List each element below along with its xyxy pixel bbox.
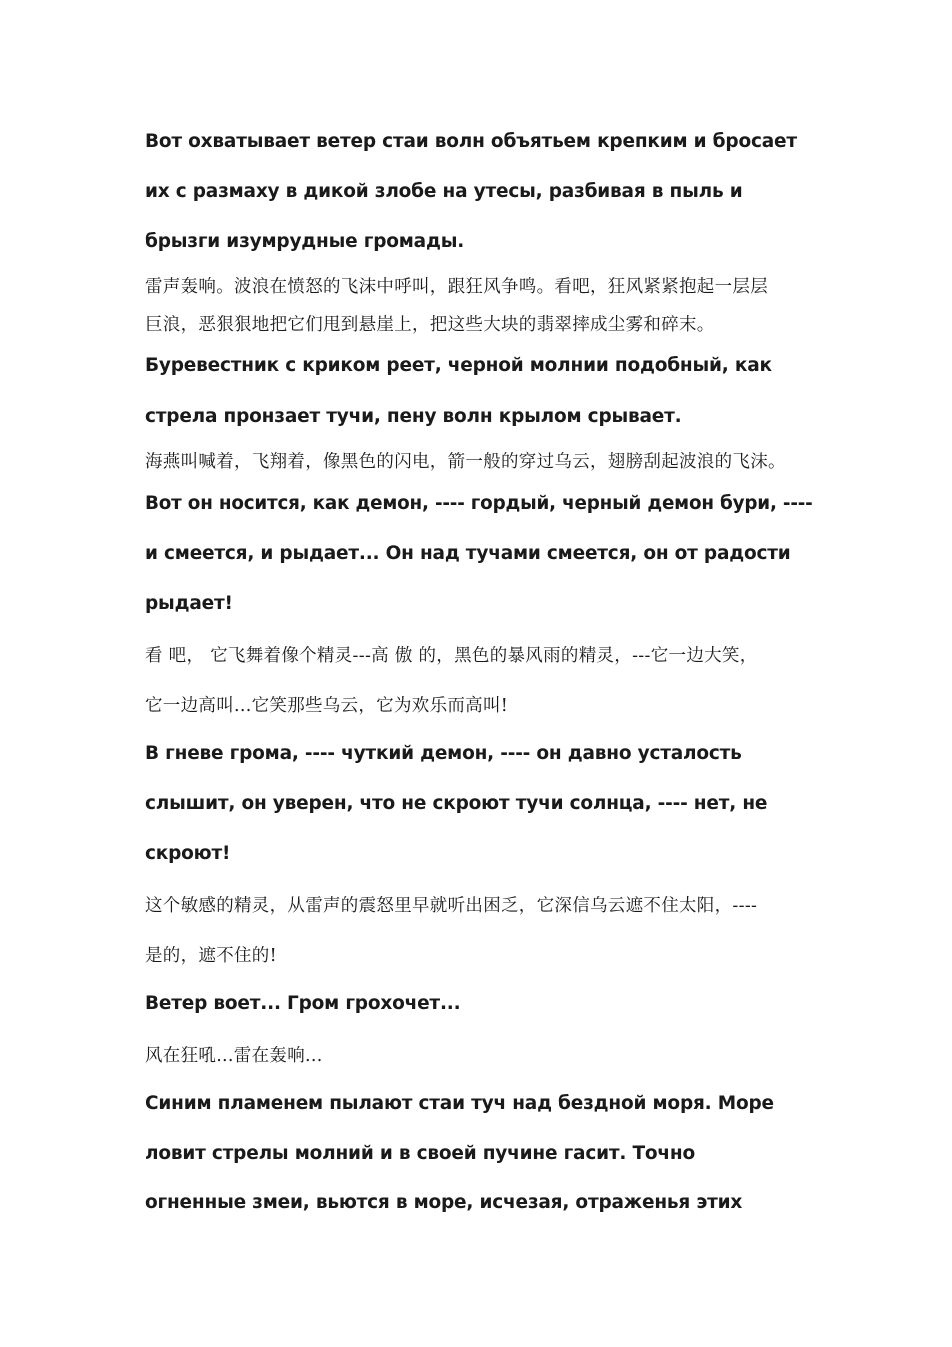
text-line-ru: брызги изумрудные громады. <box>145 231 465 252</box>
text-line-ru: стрела пронзает тучи, пену волн крылом срывает. <box>145 406 682 427</box>
text-line-zh: 雷声轰响。波浪在愤怒的飞沫中呼叫，跟狂风争鸣。看吧，狂风紧紧抱起一层层 <box>145 277 768 297</box>
text-line-zh: 看 吧， 它飞舞着像个精灵---高 傲 的，黑色的暴风雨的精灵，---它一边大笑， <box>145 646 758 666</box>
text-line-zh: 巨浪，恶狠狠地把它们甩到悬崖上，把这些大块的翡翠摔成尘雾和碎末。 <box>145 315 715 335</box>
text-line-ru: В гневе грома, ---- чуткий демон, ---- он давно усталость <box>145 743 742 764</box>
text-line-zh: 是的，遮不住的! <box>145 946 277 966</box>
text-line-zh: 海燕叫喊着，飞翔着，像黑色的闪电，箭一般的穿过乌云，翅膀刮起波浪的飞沫。 <box>145 452 786 472</box>
text-line-ru: и смеется, и рыдает... Он над тучами смеется, он от радости <box>145 543 791 564</box>
text-line-ru: скроют! <box>145 843 231 864</box>
text-line-ru: ловит стрелы молний и в своей пучине гасит. Точно <box>145 1143 695 1164</box>
text-line-ru: Ветер воет... Гром грохочет... <box>145 993 461 1014</box>
text-line-ru: рыдает! <box>145 593 233 614</box>
text-line-ru: слышит, он уверен, что не скроют тучи солнца, ---- нет, не <box>145 793 768 814</box>
text-line-ru: огненные змеи, вьются в море, исчезая, отраженья этих <box>145 1192 743 1213</box>
text-line-ru: Синим пламенем пылают стаи туч над бездной моря. Море <box>145 1093 774 1114</box>
text-line-zh: 它一边高叫...它笑那些乌云，它为欢乐而高叫! <box>145 696 509 716</box>
text-line-ru: Вот охватывает ветер стаи волн объятьем крепким и бросает <box>145 131 797 152</box>
text-line-zh: 这个敏感的精灵，从雷声的震怒里早就听出困乏，它深信乌云遮不住太阳，---- <box>145 896 758 916</box>
text-line-ru: их с размаху в дикой злобе на утесы, разбивая в пыль и <box>145 181 743 202</box>
text-line-ru: Буревестник с криком реет, черной молнии подобный, как <box>145 355 772 376</box>
text-line-zh: 风在狂吼...雷在轰响... <box>145 1046 323 1066</box>
text-line-ru: Вот он носится, как демон, ---- гордый, черный демон бури, ---- <box>145 493 813 514</box>
